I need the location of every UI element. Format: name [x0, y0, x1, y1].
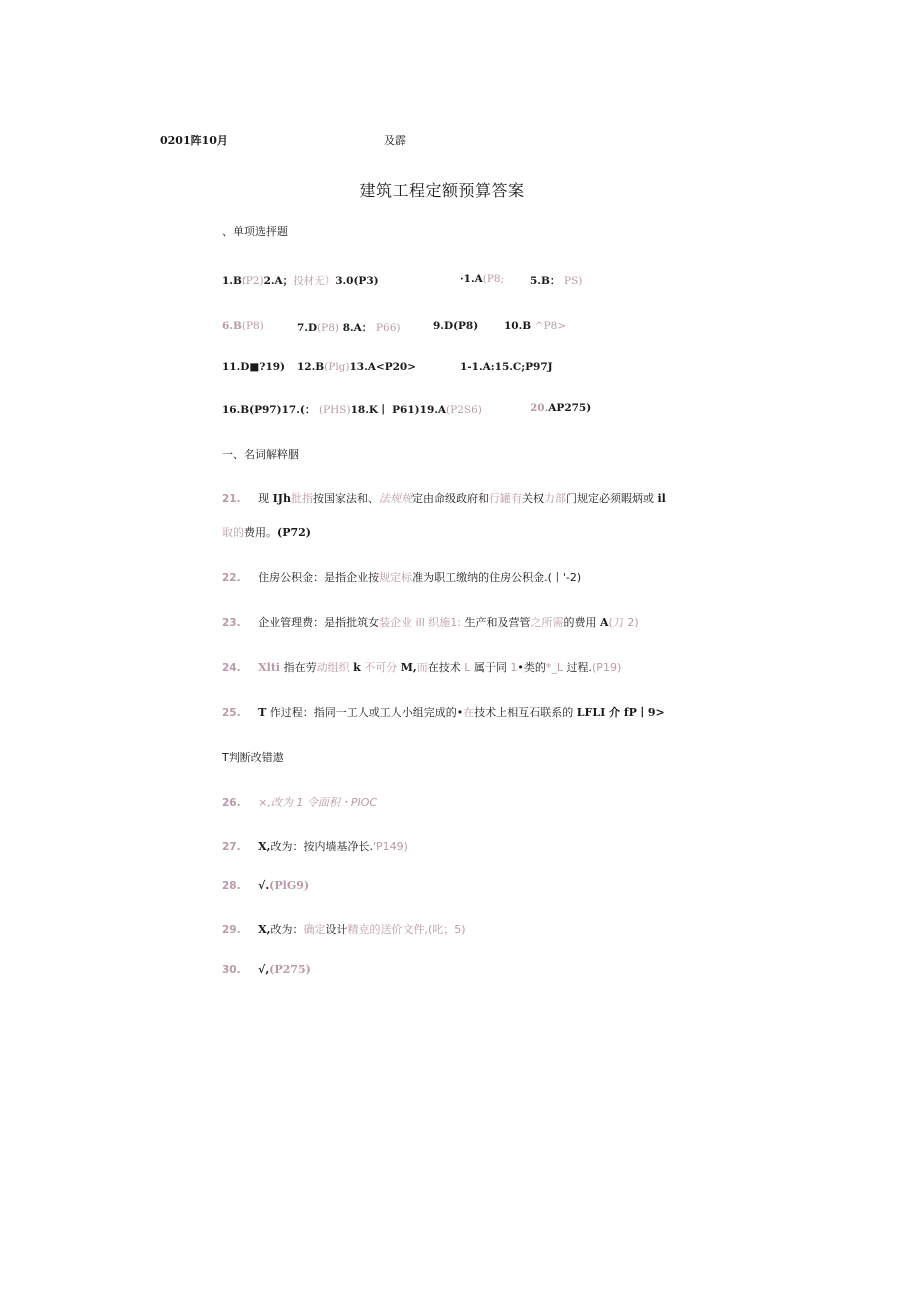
answer-text: AP275) [548, 402, 592, 414]
answer-text: 16.B(P97)17.(： [222, 404, 316, 416]
term-item-21 [222, 490, 666, 506]
term-text: il [657, 492, 666, 505]
term-text: 现 [258, 492, 270, 505]
answer-text: 1.B [222, 275, 242, 287]
answer-text: 13.A<P20> [349, 361, 417, 373]
judge-text: X, [258, 923, 271, 936]
judge-text: 改为： [270, 923, 304, 936]
term-text: 门规定必须暇炳或 [565, 492, 654, 505]
answer-text: 12.B [297, 361, 325, 373]
answer-text: 7.D [297, 322, 318, 334]
page-ref: (P2S6) [446, 404, 482, 416]
item-number: 23. [222, 617, 241, 629]
section-heading-terms: 一、名词解粹胭 [222, 448, 299, 461]
term-item-25 [222, 704, 665, 720]
term-text: 1 [510, 661, 518, 674]
answer-row-4-b [530, 402, 591, 414]
item-number: 22. [222, 572, 241, 584]
judge-text: √. [258, 879, 270, 892]
term-text: 企业管理费：是指批筑女 [258, 616, 380, 629]
answer-row-2-d [504, 320, 566, 332]
page-ref: (刀 2) [608, 616, 639, 629]
judge-item-30 [222, 963, 311, 976]
term-item-22 [222, 569, 581, 585]
judge-text: 设计 [325, 923, 348, 936]
judge-text: ×,改为 1 令面积・PIOC [258, 796, 378, 809]
answer-text: 11.D■?19) [222, 361, 286, 373]
term-text: T [258, 706, 267, 719]
item-number: 26. [222, 797, 241, 809]
answer-text: 5.B： [530, 275, 561, 287]
page-ref: P66) [375, 322, 401, 334]
term-text: 费用。 [244, 526, 277, 539]
answer-text: 18.K丨 [350, 404, 389, 416]
answer-text: 20. [530, 402, 549, 414]
term-text: Xlti [258, 661, 281, 674]
item-number: 28. [222, 880, 241, 892]
term-text: 动组织 [316, 661, 350, 674]
term-item-23 [222, 614, 639, 630]
item-number: 27. [222, 841, 241, 853]
term-text: •类的 [517, 661, 546, 674]
term-text: 关权 [521, 492, 544, 505]
term-text: M, [400, 661, 417, 674]
page-ref: fP2) [241, 275, 264, 287]
term-text: 法规规 [378, 492, 412, 505]
page-ref: (P8; [482, 273, 505, 285]
page-ref: (P72) [277, 526, 311, 539]
term-text: k [353, 661, 361, 674]
judge-item-26 [222, 794, 377, 810]
term-text: IJh [272, 492, 291, 505]
page-ref: ^P8> [534, 320, 567, 332]
page-ref: 'P149) [372, 840, 408, 853]
page-title: 建筑工程定额预算答案 [359, 181, 525, 200]
answer-text: 3.0(P3) [335, 275, 379, 287]
answer-row-3-b [297, 361, 416, 373]
answer-row-2-b [297, 320, 400, 335]
page-ref: (P275) [269, 963, 311, 976]
term-text: 准为职工缴纳的住房公积金.(丨'-2) [412, 571, 582, 584]
term-text: 在 [463, 706, 475, 719]
term-text: 住房公积金：是指企业按 [258, 571, 380, 584]
term-text: L [464, 661, 471, 674]
judge-text: 改为：按内墙基净长. [270, 840, 373, 853]
page-ref: 投材无） [293, 275, 336, 287]
answer-text: 8.A： [342, 322, 373, 334]
header-right-text: 及霹 [384, 134, 406, 147]
page-ref: (Plg) [324, 361, 350, 373]
answer-row-2 [222, 320, 264, 332]
term-text: 取的 [222, 526, 244, 539]
term-text: 批指 [290, 492, 313, 505]
term-text: 过程. [566, 661, 593, 674]
section-heading-single-choice: 、单项选抨题 [222, 225, 288, 238]
judge-text: 精克的送价文件, [347, 923, 428, 936]
page-ref: (叱；5) [427, 923, 466, 936]
section-heading-judge: T判断改错遨 [222, 751, 284, 764]
item-number: 29. [222, 924, 241, 936]
page-ref: (P8) [241, 320, 264, 332]
judge-text: √, [258, 963, 270, 976]
term-text: 不可分 [364, 661, 398, 674]
term-text: 规定标 [379, 571, 413, 584]
judge-item-27 [222, 838, 408, 854]
term-text: 作过程：指同一工人或工人小组完成的• [269, 706, 464, 719]
answer-text: 2.A； [263, 275, 294, 287]
term-text: 之所需 [530, 616, 564, 629]
answer-text: 9.D(P8) [433, 320, 479, 332]
page-ref: (P19) [592, 661, 622, 674]
item-number: 21. [222, 493, 241, 505]
answer-text: ·1.A [460, 273, 483, 285]
answer-text: 6.B [222, 320, 242, 332]
term-text: 力部 [543, 492, 566, 505]
answer-text: P61)19.A [392, 404, 447, 416]
judge-text: X, [258, 840, 271, 853]
answer-row-3 [222, 361, 285, 373]
judge-item-28 [222, 879, 309, 892]
term-text: 生产和及营管 [464, 616, 531, 629]
term-text: 定由命级政府和 [411, 492, 489, 505]
term-text: 指在劳 [283, 661, 317, 674]
term-text: 在技术 [427, 661, 461, 674]
term-text: 而 [416, 661, 428, 674]
header-date: 0201阵10月 [160, 134, 228, 147]
page-ref: PS) [564, 275, 583, 287]
answer-row-1 [222, 273, 379, 288]
answer-text: 1-1.A:15.C;P97J [460, 361, 553, 373]
term-text: *_L [545, 661, 564, 674]
term-text: 按国家法和、 [312, 492, 379, 505]
term-text: A [599, 616, 609, 629]
answer-row-4 [222, 402, 482, 417]
term-text: 的费用 [563, 616, 597, 629]
item-number: 24. [222, 662, 241, 674]
answer-row-2-c [433, 320, 478, 332]
term-item-24 [222, 659, 621, 675]
term-item-21-line2 [222, 524, 311, 540]
judge-text: 确定 [303, 923, 326, 936]
answer-text: 10.B [504, 320, 532, 332]
answer-row-1-c [530, 273, 582, 288]
term-text: 属于同 [473, 661, 507, 674]
page-ref: (P8) [317, 322, 340, 334]
term-text: 技术上相互石联系的 [474, 706, 574, 719]
item-number: 30. [222, 964, 241, 976]
judge-item-29 [222, 921, 466, 937]
term-text: 行罐有 [488, 492, 522, 505]
term-text: 装企业 ill 织施1: [379, 616, 461, 629]
item-number: 25. [222, 707, 241, 719]
page-ref: (PHS) [318, 404, 351, 416]
page-ref: LFLI 介 fP丨9> [576, 706, 665, 719]
answer-row-3-c [460, 361, 553, 373]
page-ref: (PlG9) [269, 879, 310, 892]
answer-row-1-b [460, 273, 504, 285]
